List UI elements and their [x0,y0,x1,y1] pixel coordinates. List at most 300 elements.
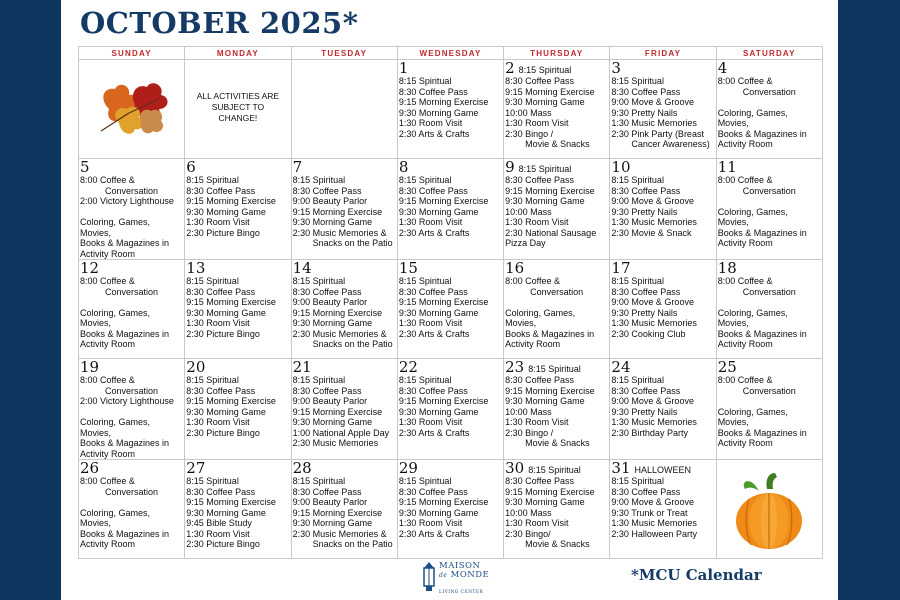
event-line: Books & Magazines in [717,227,807,238]
week-row [79,260,823,359]
event-line: 8:30 Coffee Pass [292,286,362,297]
day-number: 23 [505,358,525,376]
event-line: 9:15 Morning Exercise [186,396,276,406]
day-number: 15 [398,259,418,277]
day-number: 11 [717,158,737,176]
event-line: 8:15 Spiritual [398,175,452,185]
event-line: 9:00 Beauty Parlor [292,396,368,406]
event-line: 8:30 Coffee Pass [292,486,362,497]
event-line: 9:30 Morning Game [398,307,479,318]
day-cell [79,159,185,260]
event-line: 10:00 Mass [505,406,552,417]
day-cell [185,460,291,559]
event-line: 2:30 Movie & Snack [611,227,692,238]
spacer-line [718,297,821,308]
day-note: 8:15 Spiritual [518,65,572,75]
spacer-line [718,196,821,207]
event-line: 8:15 Spiritual [398,476,452,486]
spacer-line [80,497,183,508]
weekday-saturday: SATURDAY [716,47,822,60]
event-line: 9:15 Morning Exercise [186,196,276,206]
day-number: 31 [611,459,631,477]
event-line: Snacks on the Patio [292,238,393,248]
event-line: 9:15 Morning Exercise [505,185,595,196]
event-line: 8:30 Coffee Pass [505,76,575,86]
event-line: 8:00 Coffee & [717,76,773,86]
event-line: 1:30 Music Memories [611,118,697,128]
day-number: 6 [186,158,196,176]
event-line: 8:30 Coffee Pass [398,486,468,497]
day-header [718,261,821,276]
day-header [186,160,289,175]
event-line: 9:30 Morning Game [292,417,373,427]
autumn-leaves-icon [89,79,175,141]
event-line: 8:00 Coffee & [80,175,135,185]
day-cell [610,60,716,159]
event-line: 9:30 Morning Game [292,217,373,227]
day-cell [504,460,610,559]
day-cell [610,260,716,359]
weekday-monday: MONDAY [185,47,291,60]
day-cell [291,359,397,460]
event-line: 9:15 Morning Exercise [186,497,276,507]
event-line: Movie & Snacks [505,438,590,448]
event-line: Conversation [717,86,796,97]
event-line: 8:30 Coffee Pass [292,385,362,396]
event-line: 9:15 Morning Exercise [505,385,595,396]
event-line: 2:30 Bingo / [505,128,554,139]
event-line: 8:15 Spiritual [398,76,452,86]
event-line: 2:30 Music Memories [292,438,379,448]
event-line: Coloring, Games, Movies, [717,307,791,328]
event-line: Conversation [80,185,159,196]
day-header [505,61,608,76]
event-line: Books & Magazines in [717,427,807,438]
day-cell [716,359,822,460]
event-line: 9:15 Morning Exercise [398,297,489,307]
event-line: 8:15 Spiritual [186,375,239,385]
event-line: 8:30 Coffee Pass [611,486,681,497]
weekday-sunday: SUNDAY [79,47,185,60]
event-line: 1:30 Room Visit [398,518,463,528]
event-line: 9:15 Morning Exercise [398,196,489,206]
event-line: 2:30 Arts & Crafts [398,227,470,238]
event-line: Books & Magazines in [717,328,807,339]
event-line: Activity Room [80,448,136,459]
spacer-line [505,297,608,308]
event-line: 1:30 Room Visit [186,417,250,427]
weekday-thursday: THURSDAY [504,47,610,60]
event-line: 8:30 Coffee Pass [611,185,681,196]
event-line: Activity Room [717,438,773,448]
event-line: 2:30 Halloween Party [611,528,697,539]
event-line: 9:30 Morning Game [505,196,585,206]
event-line: 8:30 Coffee Pass [398,185,468,196]
day-number: 3 [611,59,621,77]
event-line: 9:30 Pretty Nails [611,206,678,217]
day-cell [291,260,397,359]
event-line: Cancer Awareness) [611,139,710,149]
event-line: 8:00 Coffee & [717,375,773,385]
event-line: 9:15 Morning Exercise [398,97,489,107]
event-line: 8:30 Coffee Pass [611,385,681,396]
event-line: 9:15 Morning Exercise [505,486,595,497]
logo-name-mid: de [439,572,448,579]
day-cell [504,260,610,359]
event-line: 9:30 Morning Game [186,307,266,318]
event-line: 2:30 Arts & Crafts [398,427,470,438]
day-header [399,61,502,76]
day-header [293,461,396,476]
day-cell [291,159,397,260]
event-line: 9:00 Move & Groove [611,97,694,107]
event-line: 2:30 Cooking Club [611,328,686,339]
day-note: HALLOWEEN [634,465,692,475]
event-line: 9:30 Pretty Nails [611,307,678,318]
day-number: 19 [80,358,100,376]
event-line: Coloring, Games, Movies, [505,307,578,328]
leaves-image-cell [79,60,185,159]
day-number: 7 [292,158,303,176]
event-line: 2:30 Arts & Crafts [398,128,470,139]
spacer-line [80,207,183,218]
logo-name [439,562,489,580]
event-line: 1:30 Music Memories [611,217,697,227]
event-line: 9:15 Morning Exercise [292,507,383,518]
day-header [293,360,396,375]
day-cell [504,60,610,159]
day-header [80,261,183,276]
event-line: Conversation [80,385,159,396]
day-number: 13 [186,259,206,277]
event-line: 8:15 Spiritual [186,276,239,286]
event-line: 2:30 Bingo/ [505,528,551,539]
day-number: 26 [80,459,100,477]
event-line: 2:30 Picture Bingo [186,539,260,549]
event-line: 9:00 Beauty Parlor [292,196,368,206]
event-line: 9:30 Morning Game [398,107,479,118]
event-line: 1:30 Room Visit [186,528,250,539]
event-line: Conversation [505,286,584,297]
event-line: 1:30 Room Visit [398,118,463,128]
event-line: 9:45 Bible Study [186,518,252,528]
event-line: Coloring, Games, Movies, [80,217,153,238]
day-cell [397,159,503,260]
day-cell [79,260,185,359]
day-number: 24 [611,358,631,376]
event-line: 2:30 Music Memories & [292,528,387,539]
event-line: 9:00 Beauty Parlor [292,297,368,307]
weekday-wednesday: WEDNESDAY [397,47,503,60]
day-number: 28 [292,459,312,477]
event-line: 8:30 Coffee Pass [398,286,468,297]
day-cell [185,359,291,460]
day-number: 9 [505,158,515,176]
day-header [186,261,289,276]
day-note: 8:15 Spiritual [528,364,581,374]
event-line: 1:30 Room Visit [505,217,569,227]
event-line: 8:00 Coffee & [80,276,135,286]
event-line: Activity Room [505,339,561,349]
event-line: Movie & Snacks [505,539,590,549]
event-line: 2:30 Music Memories & [292,328,387,339]
event-line: 9:30 Morning Game [186,406,266,417]
event-line: 8:30 Coffee Pass [611,86,681,97]
event-line: 8:15 Spiritual [398,276,452,286]
day-header [80,461,183,476]
day-header [611,61,714,76]
day-number: 29 [398,459,418,477]
day-cell [397,359,503,460]
event-line: 8:30 Coffee Pass [186,185,256,196]
day-header [505,261,608,276]
event-line: Books & Magazines in [80,528,170,539]
event-line: 9:15 Morning Exercise [292,206,383,217]
event-line: 9:00 Move & Groove [611,396,694,406]
event-line: 1:30 Music Memories [611,417,697,427]
event-line: 9:15 Morning Exercise [398,497,489,507]
pumpkin-image-cell [716,460,822,559]
day-cell [397,460,503,559]
day-cell [185,260,291,359]
day-cell [610,359,716,460]
event-line: Conversation [80,286,159,297]
event-line: 9:30 Morning Game [505,396,585,406]
event-line: 8:15 Spiritual [292,375,346,385]
day-number: 17 [611,259,631,277]
day-header [505,360,608,375]
event-line: 1:00 National Apple Day [292,427,390,438]
weekday-tuesday: TUESDAY [291,47,397,60]
event-line: 2:30 Bingo / [505,427,554,438]
weekday-friday: FRIDAY [610,47,716,60]
event-line: 9:30 Morning Game [292,318,373,328]
event-line: 8:30 Coffee Pass [505,476,575,486]
day-header [399,360,502,375]
day-number: 22 [398,358,418,376]
event-line: 8:15 Spiritual [186,476,239,486]
event-line: 9:15 Morning Exercise [292,307,383,318]
day-cell [79,359,185,460]
day-cell [610,159,716,260]
event-line: 8:15 Spiritual [611,76,664,86]
day-number: 12 [80,259,100,277]
event-line: 9:30 Morning Game [398,406,479,417]
event-line: 8:30 Coffee Pass [505,375,575,385]
event-line: Coloring, Games, Movies, [717,406,791,427]
event-line: 8:30 Coffee Pass [611,286,681,297]
day-number: 1 [398,59,409,77]
day-number: 8 [398,158,409,176]
event-line: 1:30 Music Memories [611,518,697,528]
event-line: Books & Magazines in [80,238,170,248]
maison-de-monde-logo [419,560,499,596]
event-line: 9:00 Move & Groove [611,297,694,307]
event-line: Books & Magazines in [717,128,807,139]
day-note: 8:15 Spiritual [518,164,572,174]
event-line: 2:30 Music Memories & [292,227,387,238]
day-number: 5 [80,158,90,176]
weekday-header-row [79,47,823,60]
spacer-line [80,297,183,308]
event-line: Coloring, Games, Movies, [80,507,153,528]
event-line: Coloring, Games, Movies, [80,417,153,438]
event-line: 2:00 Victory Lighthouse [80,396,174,406]
event-line: Books & Magazines in [80,438,170,448]
event-line: Snacks on the Patio [292,539,393,549]
logo-subtitle: LIVING CENTER [439,590,484,595]
event-line: 8:00 Coffee & [505,276,560,286]
day-number: 2 [505,59,515,77]
event-line: 1:30 Music Memories [611,318,697,328]
event-line: 1:30 Room Visit [398,318,463,328]
logo-name-bottom: MONDE [450,570,490,580]
calendar-page [61,0,838,600]
event-line: Activity Room [717,139,773,149]
event-line: Activity Room [80,339,136,349]
event-line: 1:30 Room Visit [186,318,250,328]
day-cell [716,60,822,159]
event-line: 1:30 Room Visit [505,417,569,427]
event-line: 8:00 Coffee & [717,276,773,286]
day-header [186,360,289,375]
day-header [293,261,396,276]
day-header [505,461,608,476]
event-line: Books & Magazines in [505,328,595,339]
page-title: OCTOBER 2025* [80,6,359,40]
event-line: 9:30 Pretty Nails [611,107,678,118]
spacer-line [718,396,821,407]
event-line: 9:00 Move & Groove [611,196,694,206]
event-line: 8:30 Coffee Pass [186,286,256,297]
event-line: 8:15 Spiritual [398,375,452,385]
event-line: 8:15 Spiritual [611,476,664,486]
lantern-icon [421,562,437,592]
event-line: 8:15 Spiritual [186,175,239,185]
day-number: 21 [292,358,312,376]
event-line: 2:30 Picture Bingo [186,427,260,438]
event-line: 2:30 Picture Bingo [186,227,260,238]
event-line: 2:30 Arts & Crafts [398,328,470,339]
event-line: 9:30 Morning Game [292,518,373,528]
day-header [611,261,714,276]
spacer-line [80,407,183,418]
notice-cell [185,60,291,159]
event-line: 9:00 Move & Groove [611,497,694,507]
day-cell [716,159,822,260]
event-line: 8:30 Coffee Pass [186,385,256,396]
event-line: 9:30 Morning Game [505,497,585,507]
event-line: 1:30 Room Visit [505,518,569,528]
event-line: 9:15 Morning Exercise [186,297,276,307]
event-line: 8:15 Spiritual [292,276,346,286]
event-line: 8:15 Spiritual [292,175,346,185]
day-number: 20 [186,358,206,376]
day-note: 8:15 Spiritual [528,465,581,475]
event-line: 2:30 National Sausage [505,227,597,238]
event-line: Activity Room [717,238,773,248]
event-line: Activity Room [80,248,136,259]
week-row [79,159,823,260]
day-number: 30 [505,459,525,477]
empty-day-cell [291,60,397,159]
event-line: 9:00 Beauty Parlor [292,497,368,507]
day-number: 14 [292,259,312,277]
event-line: Movie & Snacks [505,139,590,149]
event-line: 1:30 Room Visit [505,118,569,128]
event-line: 9:15 Morning Exercise [398,396,489,406]
day-header [293,160,396,175]
event-line: Conversation [717,286,796,297]
event-line: 9:30 Morning Game [398,206,479,217]
calendar-grid [78,46,823,559]
event-line: 8:15 Spiritual [611,175,664,185]
event-line: Coloring, Games, Movies, [717,206,791,227]
event-line: 8:30 Coffee Pass [398,385,468,396]
event-line: 8:30 Coffee Pass [292,185,362,196]
event-line: 10:00 Mass [505,107,552,118]
event-line: 8:00 Coffee & [717,175,773,185]
event-line: 9:30 Pretty Nails [611,406,678,417]
event-line: 1:30 Room Visit [398,417,463,427]
day-cell [79,460,185,559]
event-line: 2:30 Picture Bingo [186,328,260,339]
event-line: Snacks on the Patio [292,339,393,349]
calendar-body [79,60,823,559]
day-header [611,461,714,476]
event-line: 10:00 Mass [505,507,552,518]
event-line: 8:00 Coffee & [80,375,135,385]
day-header [399,261,502,276]
day-header [399,461,502,476]
day-header [505,160,608,175]
event-line: 10:00 Mass [505,206,552,217]
day-number: 4 [717,59,728,77]
day-header [80,160,183,175]
spacer-line [718,97,821,108]
day-header [186,461,289,476]
day-header [399,160,502,175]
week-row [79,359,823,460]
day-header [611,160,714,175]
event-line: 2:30 Pink Party (Breast [611,128,704,139]
event-line: 2:30 Arts & Crafts [398,528,470,539]
change-notice: ALL ACTIVITIES ARE SUBJECT TO CHANGE! [196,91,280,123]
day-number: 25 [717,358,737,376]
event-line: Coloring, Games, Movies, [80,307,153,328]
event-line: Pizza Day [505,238,546,248]
event-line: 9:30 Trunk or Treat [611,507,688,518]
day-cell [504,159,610,260]
pumpkin-icon [733,471,805,551]
day-cell [610,460,716,559]
event-line: 8:15 Spiritual [611,375,664,385]
event-line: 8:15 Spiritual [611,276,664,286]
event-line: Conversation [717,185,796,196]
event-line: 9:30 Morning Game [398,507,479,518]
day-cell [185,159,291,260]
day-header [718,360,821,375]
event-line: 1:30 Room Visit [186,217,250,227]
day-header [718,160,821,175]
day-number: 18 [717,259,737,277]
event-line: Activity Room [717,339,773,349]
day-cell [397,260,503,359]
event-line: 9:30 Morning Game [505,97,585,107]
event-line: 8:30 Coffee Pass [398,86,468,97]
event-line: 9:30 Morning Game [186,507,266,518]
day-cell [716,260,822,359]
